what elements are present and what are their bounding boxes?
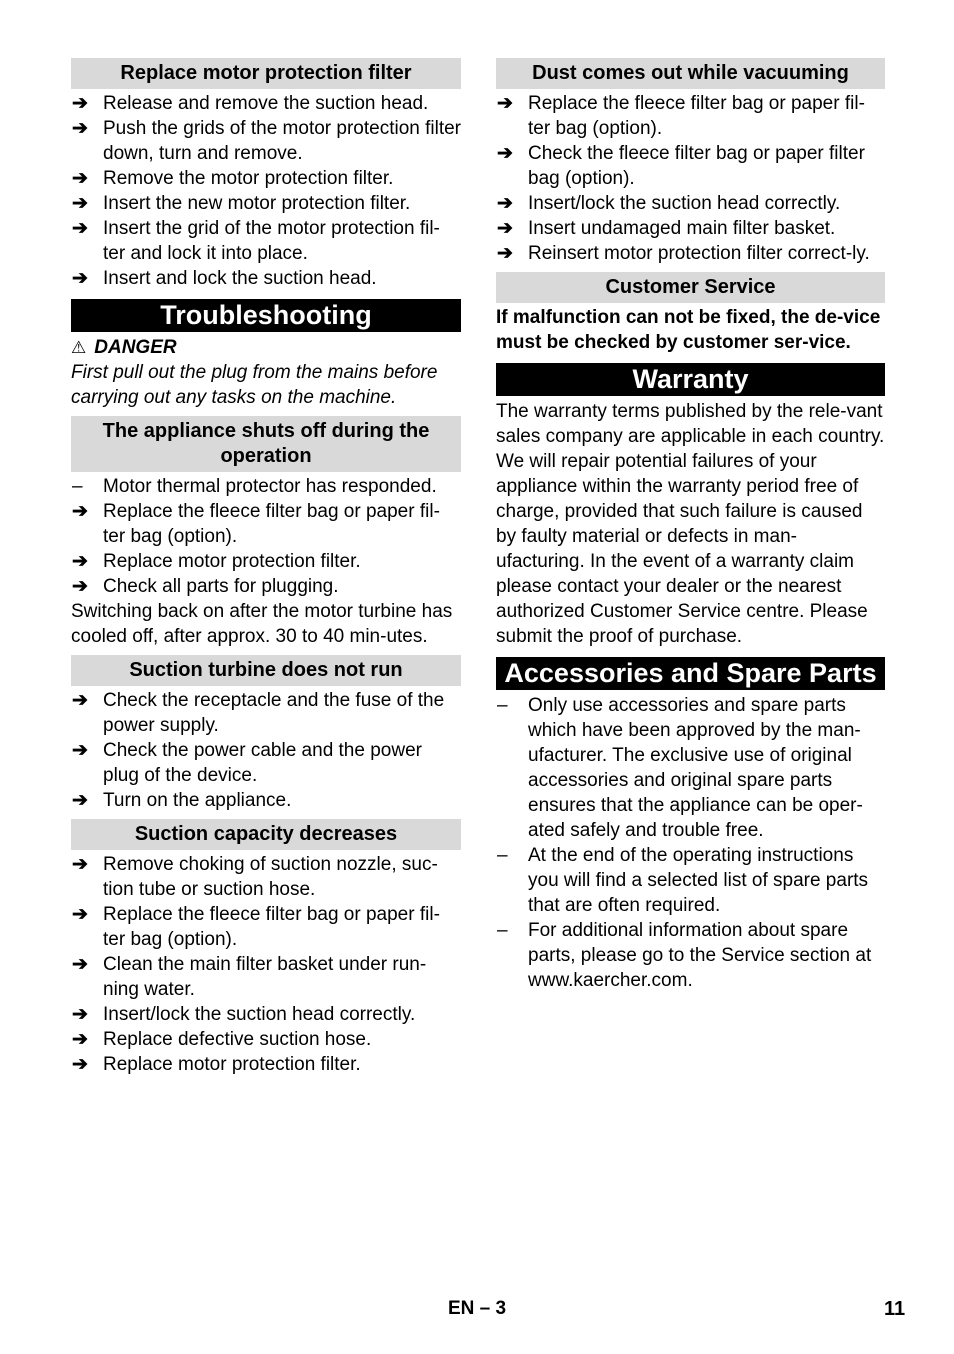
arrow-icon: ➔ <box>497 243 513 264</box>
arrow-icon: ➔ <box>72 790 88 811</box>
arrow-icon: ➔ <box>72 93 88 114</box>
list-item: ➔ Push the grids of the motor protection filter down, turn and remove. <box>72 118 462 164</box>
list-item: – Only use accessories and spare parts which have been approved by the man-ufacturer. The exclusive use of original accessories and original spare parts ensures that the appliance can be oper-ated safely and trouble free. <box>497 695 863 841</box>
page-number: 11 <box>884 1298 906 1320</box>
replace-filter-list <box>71 91 461 291</box>
list-item: ➔ Insert and lock the suction head. <box>72 268 377 289</box>
list-item: ➔ Replace the fleece filter bag or paper fil-ter bag (option). <box>72 904 440 950</box>
arrow-icon: ➔ <box>72 118 88 139</box>
list-item: ➔ Remove choking of suction nozzle, suc-tion tube or suction hose. <box>72 854 438 900</box>
dash-icon: – <box>497 845 508 866</box>
arrow-icon: ➔ <box>72 501 88 522</box>
list-item: ➔ Replace motor protection filter. <box>72 1054 361 1075</box>
turbine-heading: Suction turbine does not run <box>71 655 461 686</box>
list-item: ➔ Replace the fleece filter bag or paper fil-ter bag (option). <box>497 93 865 139</box>
capacity-list <box>71 852 461 1077</box>
list-item: ➔ Insert the new motor protection filter. <box>72 193 411 214</box>
list-item: ➔ Release and remove the suction head. <box>72 93 429 114</box>
arrow-icon: ➔ <box>72 740 88 761</box>
footer-section-label: EN – 3 <box>448 1298 507 1319</box>
shuts-off-note: Switching back on after the motor turbine has cooled off, after approx. 30 to 40 min-utes. <box>71 601 453 647</box>
turbine-list <box>71 688 461 813</box>
left-column <box>71 58 461 1077</box>
arrow-icon: ➔ <box>497 218 513 239</box>
arrow-icon: ➔ <box>72 1004 88 1025</box>
list-item: – For additional information about spare parts, please go to the Service section at www.kaercher.com. <box>497 920 872 991</box>
arrow-icon: ➔ <box>497 143 513 164</box>
dust-list <box>496 91 885 266</box>
customer-service-heading: Customer Service <box>496 272 885 303</box>
troubleshooting-heading: Troubleshooting <box>71 299 461 332</box>
right-column <box>496 58 885 993</box>
list-item: ➔ Replace defective suction hose. <box>72 1029 372 1050</box>
dust-heading: Dust comes out while vacuuming <box>496 58 885 89</box>
list-item: ➔ Reinsert motor protection filter correct-ly. <box>497 243 870 264</box>
shuts-off-heading: The appliance shuts off during the operation <box>71 416 461 472</box>
shuts-off-list <box>71 474 461 599</box>
list-item: – Motor thermal protector has responded. <box>72 476 437 497</box>
arrow-icon: ➔ <box>72 690 88 711</box>
dash-icon: – <box>72 476 83 497</box>
arrow-icon: ➔ <box>72 576 88 597</box>
accessories-list <box>496 693 885 993</box>
list-item: ➔ Insert the grid of the motor protection fil-ter and lock it into place. <box>72 218 440 264</box>
warranty-heading: Warranty <box>496 363 885 396</box>
arrow-icon: ➔ <box>72 168 88 189</box>
replace-filter-heading: Replace motor protection filter <box>71 58 461 89</box>
list-item: ➔ Check all parts for plugging. <box>72 576 339 597</box>
arrow-icon: ➔ <box>72 551 88 572</box>
list-item: – At the end of the operating instructions you will find a selected list of spare parts that are often required. <box>497 845 869 916</box>
dash-icon: – <box>497 695 508 716</box>
arrow-icon: ➔ <box>72 1054 88 1075</box>
arrow-icon: ➔ <box>497 93 513 114</box>
customer-service-text: If malfunction can not be fixed, the de-vice must be checked by customer ser-vice. <box>496 307 881 353</box>
arrow-icon: ➔ <box>72 268 88 289</box>
arrow-icon: ➔ <box>497 193 513 214</box>
list-item: ➔ Turn on the appliance. <box>72 790 292 811</box>
warranty-text: The warranty terms published by the rele-vant sales company are applicable in each country. We will repair potential failures of your appliance within the warranty period free of charge, provided that such failure is caused by faulty material or defects in man-ufacturing. In the event of a warranty claim please contact your dealer or the nearest authorized Customer Service centre. Please submit the proof of purchase. <box>496 401 885 647</box>
dash-icon: – <box>497 920 508 941</box>
danger-text: First pull out the plug from the mains before carrying out any tasks on the machine. <box>71 362 438 408</box>
danger-label: ⚠ DANGER <box>71 337 177 358</box>
arrow-icon: ➔ <box>72 854 88 875</box>
warning-icon: ⚠ <box>71 338 87 357</box>
arrow-icon: ➔ <box>72 193 88 214</box>
capacity-heading: Suction capacity decreases <box>71 819 461 850</box>
arrow-icon: ➔ <box>72 904 88 925</box>
arrow-icon: ➔ <box>72 218 88 239</box>
list-item: ➔ Replace motor protection filter. <box>72 551 361 572</box>
arrow-icon: ➔ <box>72 954 88 975</box>
list-item: ➔ Check the fleece filter bag or paper filter bag (option). <box>497 143 865 189</box>
list-item: ➔ Replace the fleece filter bag or paper fil-ter bag (option). <box>72 501 440 547</box>
list-item: ➔ Check the receptacle and the fuse of the power supply. <box>72 690 445 736</box>
list-item: ➔ Insert/lock the suction head correctly. <box>497 193 841 214</box>
list-item: ➔ Insert undamaged main filter basket. <box>497 218 836 239</box>
list-item: ➔ Insert/lock the suction head correctly. <box>72 1004 416 1025</box>
list-item: ➔ Remove the motor protection filter. <box>72 168 394 189</box>
list-item: ➔ Clean the main filter basket under run-ning water. <box>72 954 427 1000</box>
list-item: ➔ Check the power cable and the power plug of the device. <box>72 740 422 786</box>
accessories-heading: Accessories and Spare Parts <box>496 657 885 690</box>
arrow-icon: ➔ <box>72 1029 88 1050</box>
